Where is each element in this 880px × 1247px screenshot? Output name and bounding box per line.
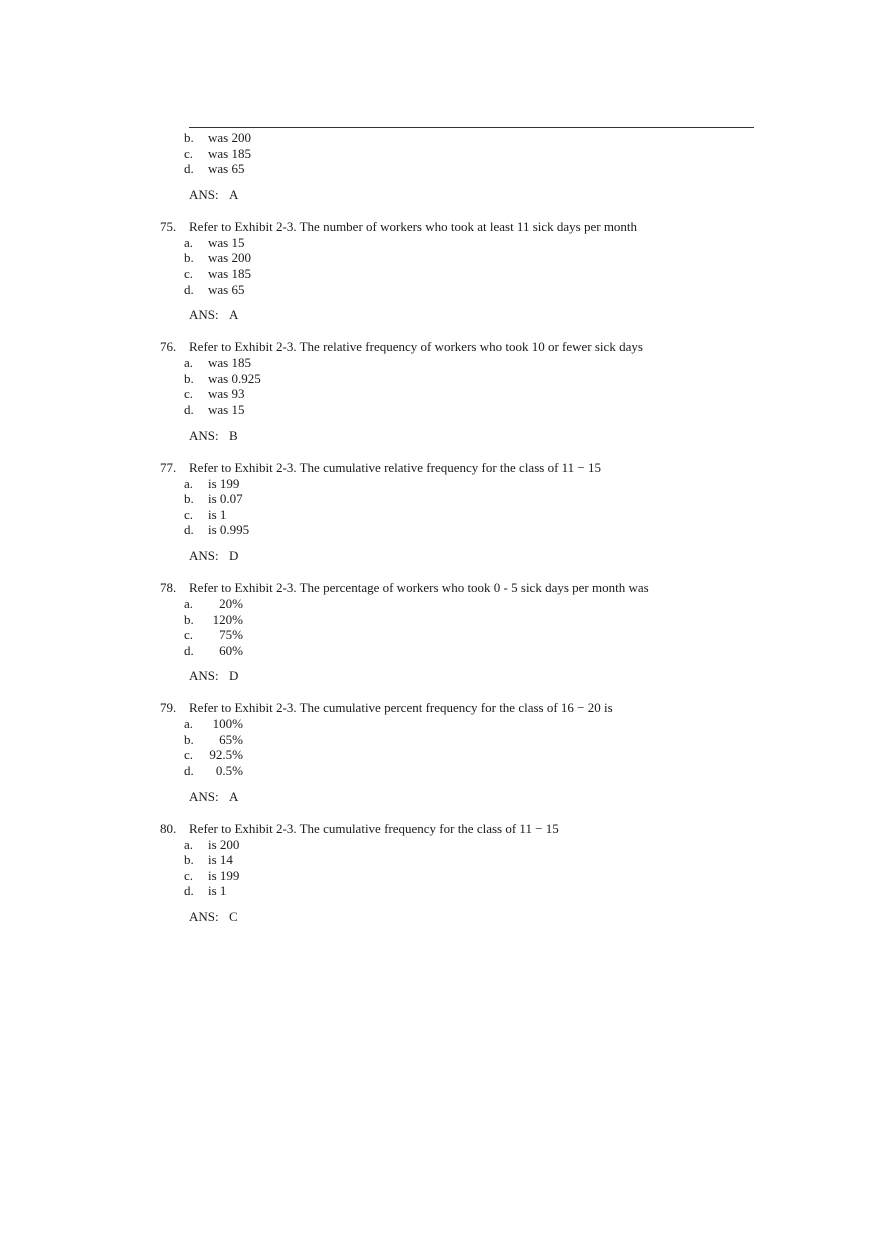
option-text: 92.5% [209,747,243,763]
option-letter: c. [184,265,194,281]
question-80 [0,821,880,925]
option-text: was 65 [208,161,245,177]
answer-value: A [229,307,239,323]
question-number: 76. [160,339,177,355]
header-rule [189,127,754,128]
option-c [0,747,880,763]
answer-label: ANS: [189,788,219,804]
option-letter: a. [184,475,194,491]
option-a [0,476,880,492]
answer-label: ANS: [189,909,219,925]
option-b [0,250,880,266]
question-number: 80. [160,820,177,836]
option-letter: c. [184,506,194,522]
option-letter: c. [184,145,194,161]
option-letter: d. [184,281,194,297]
option-text: was 65 [208,281,245,297]
option-letter: d. [184,642,194,658]
question-77 [0,460,880,564]
option-b [0,371,880,387]
option-letter: d. [184,401,194,417]
question-76 [0,339,880,443]
option-d [0,763,880,779]
option-d [0,522,880,538]
option-text: 100% [212,716,243,732]
option-text: was 15 [208,401,245,417]
option-c [0,507,880,523]
option-letter: c. [184,747,194,763]
option-d [0,402,880,418]
option-text: was 200 [208,250,251,266]
option-text: is 200 [208,836,240,852]
option-letter: a. [184,836,194,852]
option-c [0,266,880,282]
option-text: is 199 [208,867,240,883]
option-c [0,627,880,643]
answer-value: D [229,668,239,684]
option-text: is 1 [208,883,227,899]
option-letter: d. [184,522,194,538]
answer-line [0,668,880,684]
question-number: 75. [160,218,177,234]
question-stem: Refer to Exhibit 2-3. The number of workers who took at least 11 sick days per month [189,218,638,234]
option-letter: b. [184,250,194,266]
question-79 [0,700,880,804]
question-number: 79. [160,700,177,716]
answer-label: ANS: [189,307,219,323]
option-text: is 0.07 [208,491,243,507]
question-78 [0,580,880,684]
option-text: was 15 [208,234,245,250]
answer-label: ANS: [189,547,219,563]
option-letter: b. [184,491,194,507]
question-stem: Refer to Exhibit 2-3. The cumulative frequency for the class of 11 − 15 [189,820,559,836]
answer-line [0,909,880,925]
option-d [0,883,880,899]
question-list [0,130,880,925]
option-letter: b. [184,611,194,627]
option-b [0,852,880,868]
question-74-continuation [0,130,880,203]
option-letter: c. [184,867,194,883]
option-c [0,146,880,162]
option-a [0,837,880,853]
question-stem-line [0,580,880,596]
option-letter: a. [184,234,194,250]
option-text: was 93 [208,386,245,402]
answer-value: B [229,427,238,443]
question-stem-line [0,460,880,476]
option-text: 75% [219,627,243,643]
answer-line [0,548,880,564]
option-a [0,596,880,612]
answer-line [0,789,880,805]
question-stem-line [0,219,880,235]
answer-value: C [229,909,238,925]
answer-value: A [229,186,239,202]
question-number: 77. [160,459,177,475]
option-text: is 199 [208,475,240,491]
option-c [0,386,880,402]
option-letter: b. [184,731,194,747]
option-letter: d. [184,161,194,177]
answer-line [0,307,880,323]
answer-label: ANS: [189,186,219,202]
question-stem-line [0,821,880,837]
option-letter: b. [184,370,194,386]
option-b [0,732,880,748]
option-b [0,130,880,146]
question-75 [0,219,880,323]
option-text: 120% [212,611,243,627]
option-text: was 185 [208,265,251,281]
option-text: was 185 [208,145,251,161]
option-a [0,716,880,732]
option-b [0,612,880,628]
answer-line [0,187,880,203]
option-letter: a. [184,595,194,611]
question-number: 78. [160,579,177,595]
option-letter: c. [184,386,194,402]
option-letter: b. [184,852,194,868]
option-text: was 0.925 [208,370,261,386]
option-letter: a. [184,716,194,732]
answer-label: ANS: [189,668,219,684]
option-letter: a. [184,355,194,371]
option-text: 0.5% [215,763,243,779]
question-stem-line [0,700,880,716]
option-a [0,235,880,251]
option-b [0,491,880,507]
option-letter: d. [184,763,194,779]
option-letter: b. [184,130,194,145]
question-stem: Refer to Exhibit 2-3. The cumulative relative frequency for the class of 11 − 15 [189,459,602,475]
option-text: was 185 [208,355,251,371]
option-letter: c. [184,627,194,643]
answer-value: D [229,547,239,563]
question-stem: Refer to Exhibit 2-3. The percentage of workers who took 0 - 5 sick days per month was [189,579,649,595]
option-d [0,643,880,659]
option-text: 65% [219,731,243,747]
question-stem-line [0,339,880,355]
answer-value: A [229,788,239,804]
option-d [0,282,880,298]
question-stem: Refer to Exhibit 2-3. The cumulative percent frequency for the class of 16 − 20 is [189,700,613,716]
option-a [0,355,880,371]
answer-label: ANS: [189,427,219,443]
option-text: is 14 [208,852,233,868]
option-text: is 1 [208,506,227,522]
option-c [0,868,880,884]
answer-line [0,428,880,444]
option-text: 20% [219,595,243,611]
option-text: 60% [219,642,243,658]
option-text: is 0.995 [208,522,250,538]
option-letter: d. [184,883,194,899]
question-stem: Refer to Exhibit 2-3. The relative frequency of workers who took 10 or fewer sick days [189,339,643,355]
option-d [0,161,880,177]
option-text: was 200 [208,130,251,145]
